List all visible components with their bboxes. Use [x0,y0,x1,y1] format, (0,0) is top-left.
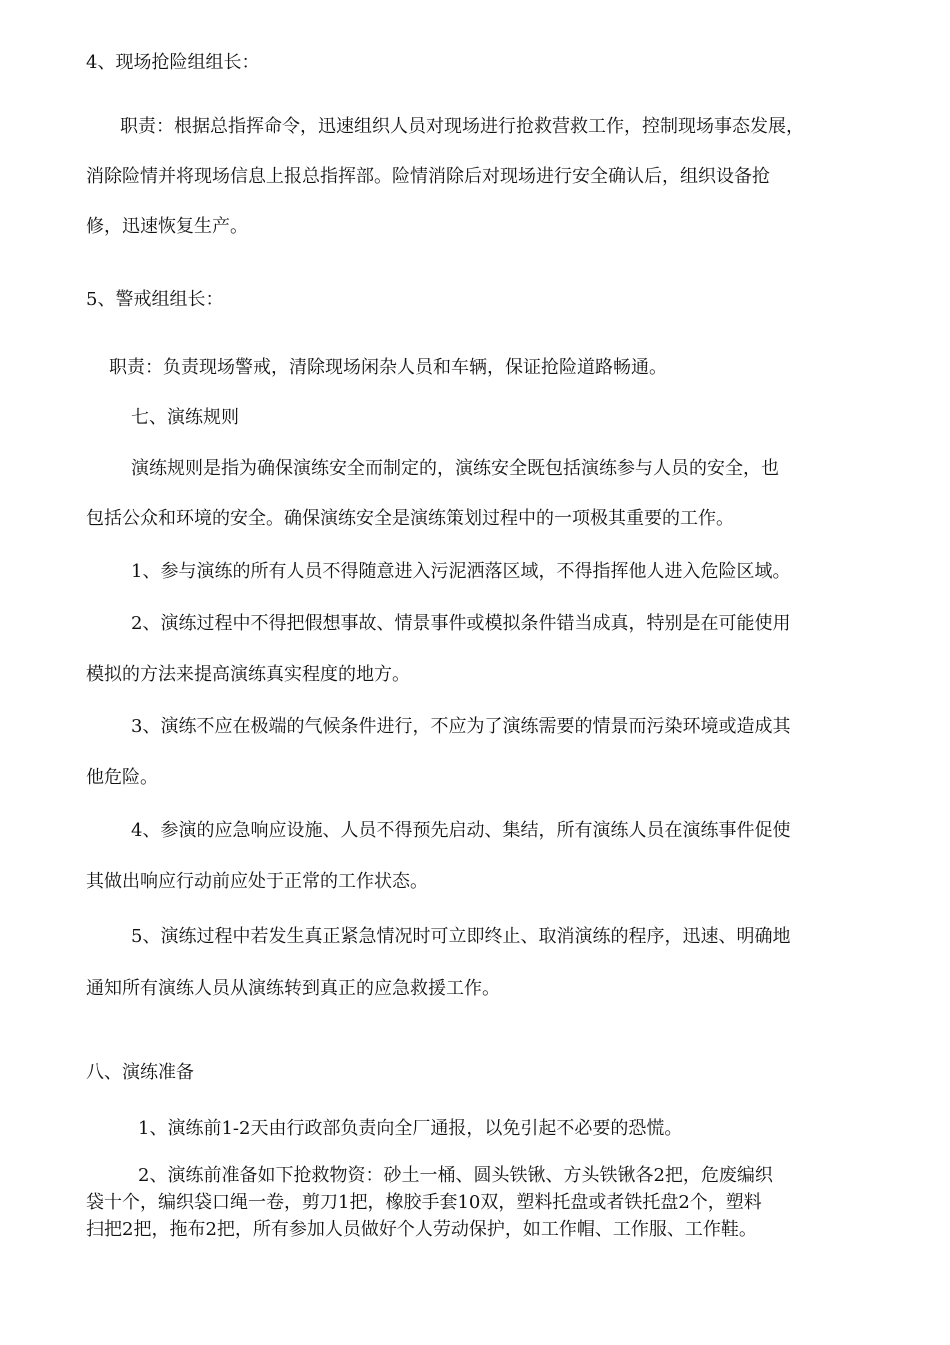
paragraph-line: 职责：负责现场警戒，清除现场闲杂人员和车辆，保证抢险道路畅通。 [109,357,667,378]
paragraph-line: 职责：根据总指挥命令，迅速组织人员对现场进行抢救营救工作，控制现场事态发展， [120,116,804,137]
rule-item: 1、参与演练的所有人员不得随意进入污泥洒落区域，不得指挥他人进入危险区域。 [131,561,791,582]
rule-item: 2、演练过程中不得把假想事故、情景事件或模拟条件错当成真，特别是在可能使用 [131,613,791,634]
section-heading-drill-preparation: 八、演练准备 [86,1062,194,1083]
rule-item: 4、参演的应急响应设施、人员不得预先启动、集结，所有演练人员在演练事件促使 [131,820,791,841]
paragraph-line: 模拟的方法来提高演练真实程度的地方。 [86,664,410,685]
section-heading-drill-rules: 七、演练规则 [131,407,239,428]
paragraph-line: 他危险。 [86,767,158,788]
paragraph-line: 包括公众和环境的安全。确保演练安全是演练策划过程中的一项极其重要的工作。 [86,508,734,529]
heading-rescue-leader: 4、现场抢险组组长： [86,52,260,73]
rule-item: 5、演练过程中若发生真正紧急情况时可立即终止、取消演练的程序，迅速、明确地 [131,926,791,947]
preparation-item: 1、演练前1-2天由行政部负责向全厂通报，以免引起不必要的恐慌。 [138,1118,683,1139]
paragraph-line: 扫把2把，拖布2把，所有参加人员做好个人劳动保护，如工作帽、工作服、工作鞋。 [86,1219,757,1240]
paragraph-line: 袋十个，编织袋口绳一卷，剪刀1把，橡胶手套10双，塑料托盘或者铁托盘2个，塑料 [86,1192,762,1213]
paragraph-line: 通知所有演练人员从演练转到真正的应急救援工作。 [86,978,500,999]
preparation-item: 2、演练前准备如下抢救物资：砂土一桶、圆头铁锹、方头铁锹各2把，危废编织 [138,1165,773,1186]
paragraph-line: 消除险情并将现场信息上报总指挥部。险情消除后对现场进行安全确认后，组织设备抢 [86,166,770,187]
heading-cordon-leader: 5、警戒组组长： [86,289,224,310]
paragraph-line: 其做出响应行动前应处于正常的工作状态。 [86,871,428,892]
rule-item: 3、演练不应在极端的气候条件进行，不应为了演练需要的情景而污染环境或造成其 [131,716,791,737]
paragraph-line: 修，迅速恢复生产。 [86,216,248,237]
paragraph-line: 演练规则是指为确保演练安全而制定的，演练安全既包括演练参与人员的安全，也 [131,458,779,479]
